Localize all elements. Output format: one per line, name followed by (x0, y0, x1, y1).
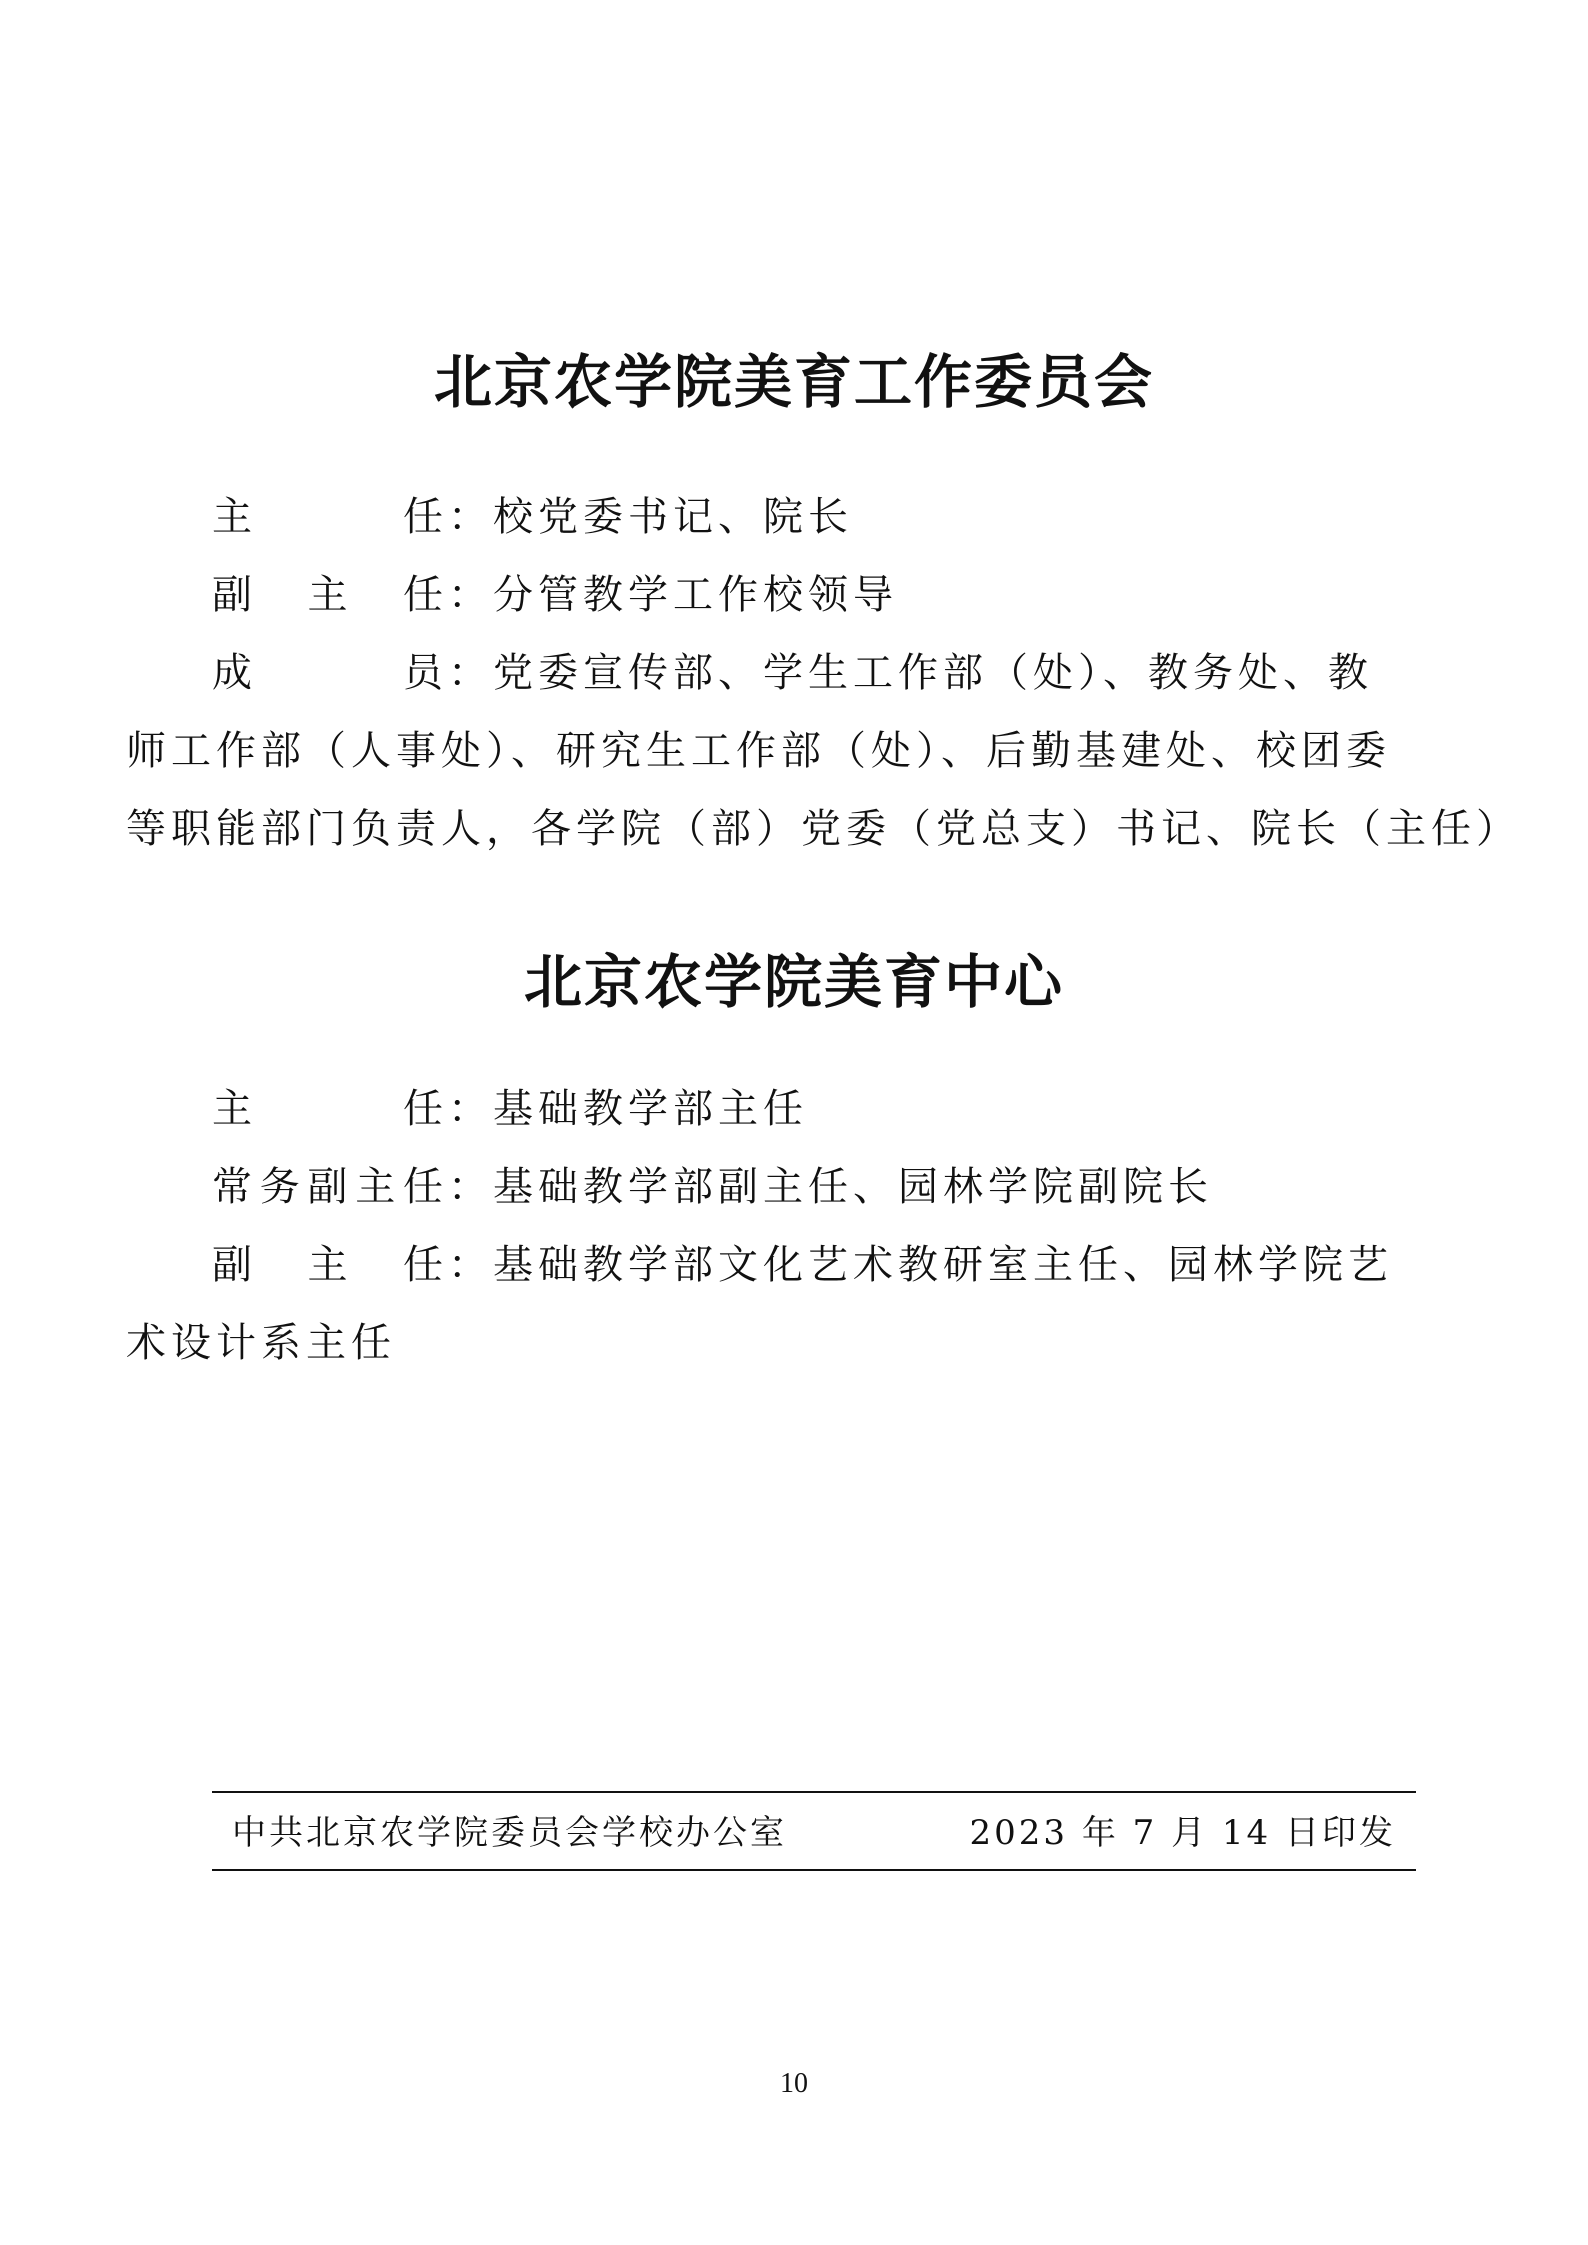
issuance-footer (232, 1803, 1396, 1863)
committee-members-line2: 师工作部（人事处）、研究生工作部（处）、后勤基建处、校团委 (126, 728, 1391, 774)
colon: ： (448, 650, 493, 696)
colon: ： (448, 494, 493, 540)
center-deputy-label: 副 主 任 (212, 1242, 448, 1288)
colon: ： (448, 1086, 493, 1132)
committee-deputy-value: 分管教学工作校领导 (493, 572, 898, 618)
issue-date: 2023 年 7 月 14 日印发 (969, 1813, 1396, 1853)
committee-members-row (212, 634, 1402, 712)
center-exec-deputy-label: 常务副主任 (212, 1164, 448, 1210)
page-number: 10 (780, 2068, 808, 2099)
center-director-label: 主 任 (212, 1086, 448, 1132)
committee-director-row (212, 478, 1402, 556)
committee-members-label: 成 员 (212, 650, 448, 696)
center-deputy-line1: 基础教学部文化艺术教研室主任、园林学院艺 (493, 1242, 1393, 1288)
footer-bottom-rule (212, 1869, 1416, 1871)
committee-title: 北京农学院美育工作委员会 (433, 348, 1154, 416)
center-roster (126, 1070, 1402, 1382)
center-exec-deputy-value: 基础教学部副主任、园林学院副院长 (493, 1164, 1213, 1210)
committee-roster (126, 478, 1521, 868)
colon: ： (448, 1242, 493, 1288)
colon: ： (448, 1164, 493, 1210)
center-deputy-row (212, 1226, 1402, 1304)
committee-deputy-label: 副 主 任 (212, 572, 448, 618)
committee-deputy-row (212, 556, 1402, 634)
issuer-name: 中共北京农学院委员会学校办公室 (232, 1813, 787, 1853)
center-deputy-line2: 术设计系主任 (126, 1320, 396, 1366)
center-exec-deputy-row (212, 1148, 1402, 1226)
colon: ： (448, 572, 493, 618)
committee-members-line1: 党委宣传部、学生工作部（处）、教务处、教 (493, 650, 1373, 696)
committee-director-value: 校党委书记、院长 (493, 494, 853, 540)
footer-top-rule (212, 1791, 1416, 1793)
center-director-value: 基础教学部主任 (493, 1086, 808, 1132)
center-title: 北京农学院美育中心 (523, 948, 1064, 1016)
committee-director-label: 主 任 (212, 494, 448, 540)
center-director-row (212, 1070, 1402, 1148)
committee-members-line3: 等职能部门负责人，各学院（部）党委（党总支）书记、院长（主任） (126, 806, 1521, 852)
